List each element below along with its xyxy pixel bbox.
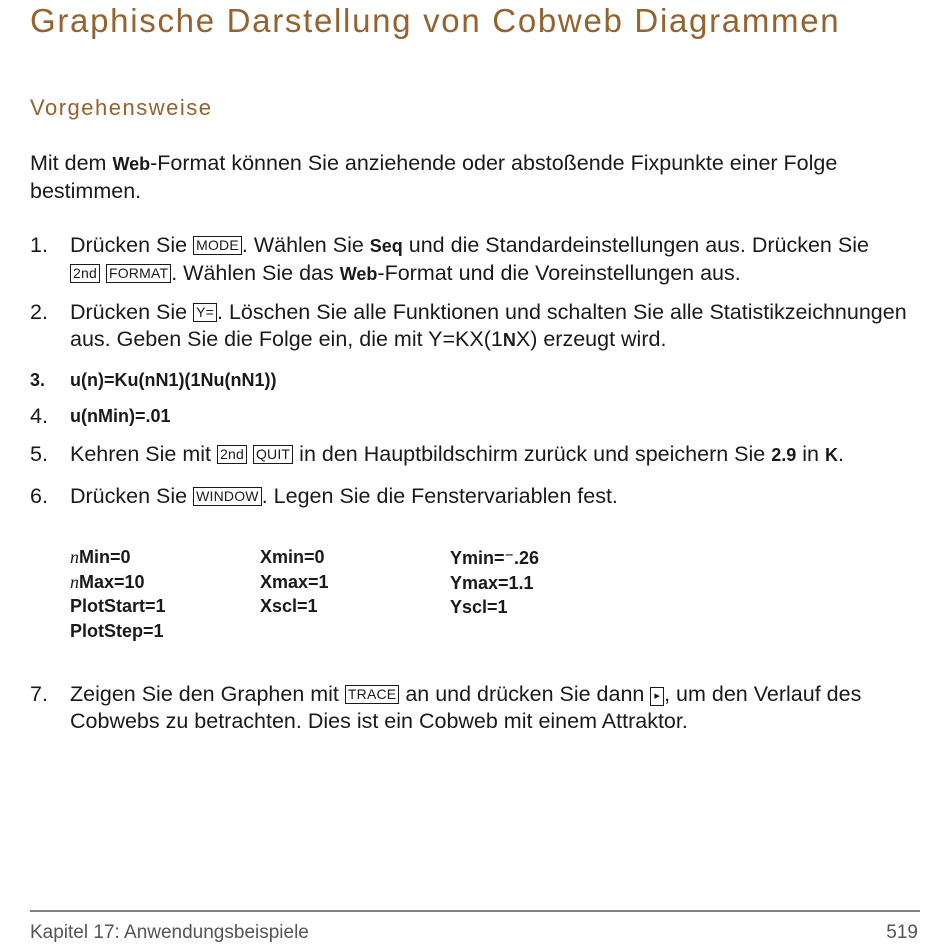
k-variable: K [824, 445, 838, 465]
step-3 [30, 368, 925, 392]
store-value: 2.9 [771, 445, 797, 465]
step-text: . Legen Sie die Fenstervariablen fest. [261, 484, 618, 508]
step-text: an und drücken Sie dann [399, 682, 651, 706]
step-text: Kehren Sie mit [70, 442, 217, 466]
footer-chapter: Kapitel 17: Anwendungsbeispiele [30, 922, 309, 943]
step-number: 7. [30, 682, 48, 706]
ymin-setting: Ymin=⁻.26 [450, 548, 540, 568]
step-6 [30, 483, 925, 510]
step-text: . Löschen Sie alle Funktionen und schalten Sie alle Statistikzeichnungen aus. Geben Sie die Folge ein, die mit Y=KX(1 [70, 300, 907, 351]
page-number: 519 [886, 922, 918, 943]
y-equals-key: Y= [193, 303, 217, 322]
step-number: 2. [30, 300, 48, 324]
quit-key: QUIT [253, 445, 293, 464]
footer-divider [30, 910, 920, 912]
step-text: in den Hauptbildschirm zurück und speichern Sie [293, 442, 772, 466]
section-heading: Vorgehensweise [30, 95, 213, 120]
step-text: und die Standardeinstellungen aus. Drücken Sie [402, 233, 869, 257]
step-text: X) erzeugt wird. [515, 327, 667, 351]
window-vars-column-1 [70, 545, 166, 643]
step-7 [30, 681, 925, 735]
step-number: 6. [30, 484, 48, 508]
step-text: in [796, 442, 825, 466]
step-text: -Format und die Voreinstellungen aus. [377, 261, 741, 285]
nmin-value: Min=0 [79, 547, 131, 567]
intro-text-1: Mit dem [30, 151, 113, 175]
step-2 [30, 299, 925, 354]
initial-value-formula: u(nMin)=.01 [70, 406, 171, 426]
plotstep-setting: PlotStep=1 [70, 620, 164, 641]
step-number: 4. [30, 404, 48, 428]
mode-key: MODE [193, 236, 242, 255]
step-text: Zeigen Sie den Graphen mit [70, 682, 345, 706]
step-text: Drücken Sie [70, 300, 194, 324]
nmin-setting [70, 545, 166, 570]
n-italic: n [70, 571, 79, 592]
window-key: WINDOW [193, 487, 262, 506]
plotstart-setting: PlotStart=1 [70, 596, 166, 616]
ymax-setting: Ymax=1.1 [450, 572, 534, 593]
right-arrow-key-icon: ▸ [650, 687, 664, 706]
step-number: 5. [30, 442, 48, 466]
trace-key: TRACE [345, 685, 399, 704]
intro-paragraph [30, 150, 920, 205]
step-text: . Wählen Sie [241, 233, 370, 257]
second-key: 2nd [70, 264, 100, 283]
step-text: . Wählen Sie das [171, 261, 340, 285]
step-number: 3. [30, 370, 46, 390]
intro-web-term: Web [112, 154, 151, 174]
step-text: Drücken Sie [70, 484, 194, 508]
xmax-setting: Xmax=1 [260, 571, 329, 592]
step-text: , um den Verlauf des Cobwebs zu betrachten. Dies ist ein Cobweb mit einem Attraktor. [70, 682, 862, 733]
xmin-setting: Xmin=0 [260, 547, 325, 567]
step-1 [30, 232, 925, 288]
window-vars-column-3 [450, 546, 539, 620]
sequence-formula: u(n)=Ku(nN1)(1Nu(nN1)) [70, 370, 277, 390]
window-vars-column-2 [260, 545, 329, 619]
second-key: 2nd [217, 445, 247, 464]
step-text: . [837, 442, 844, 466]
seq-term: Seq [369, 236, 403, 256]
step-5 [30, 441, 925, 469]
n-symbol: N [502, 330, 516, 350]
step-text: Drücken Sie [70, 233, 194, 257]
xscl-setting: Xscl=1 [260, 596, 318, 616]
intro-text-2: -Format können Sie anziehende oder abstoßende Fixpunkte einer Folge bestimmen. [30, 151, 838, 203]
nmax-value: Max=10 [79, 571, 145, 592]
step-4 [30, 404, 925, 430]
format-key: FORMAT [106, 264, 171, 283]
n-italic: n [70, 547, 79, 567]
page-title: Graphische Darstellung von Cobweb Diagrammen [30, 2, 841, 39]
yscl-setting: Yscl=1 [450, 597, 508, 617]
step-number: 1. [30, 233, 48, 257]
window-variables-table [70, 545, 670, 645]
web-term: Web [339, 264, 378, 284]
nmax-setting [70, 570, 166, 595]
